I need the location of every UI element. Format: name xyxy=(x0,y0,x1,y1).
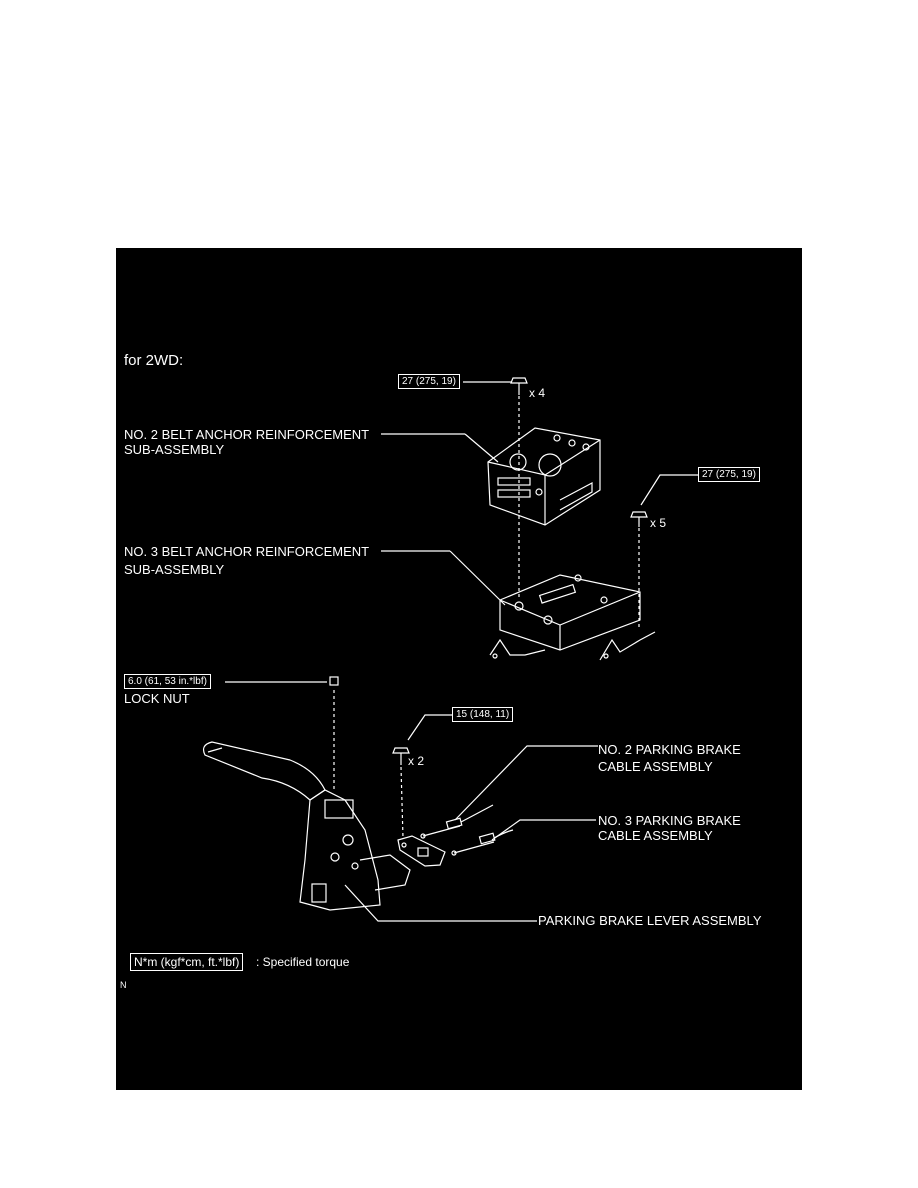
label-belt2-line1: NO. 2 BELT ANCHOR REINFORCEMENT xyxy=(124,427,370,442)
label-lever: PARKING BRAKE LEVER ASSEMBLY xyxy=(538,913,762,928)
qty-mid-bolt: x 2 xyxy=(408,754,425,768)
legend-unit-box: N*m (kgf*cm, ft.*lbf) xyxy=(130,953,243,971)
parking-brake-lever-assembly xyxy=(204,742,410,910)
parking-brake-cable-no3 xyxy=(452,830,513,855)
leader-cable2 xyxy=(455,746,598,820)
parking-brake-cable-no2 xyxy=(421,805,493,838)
belt-anchor-reinforcement-no3 xyxy=(490,575,655,660)
leader-cable3 xyxy=(492,820,596,840)
cable-bracket xyxy=(398,836,445,866)
label-belt3-line1: NO. 3 BELT ANCHOR REINFORCEMENT xyxy=(124,544,370,559)
label-cable3-line1: NO. 3 PARKING BRAKE xyxy=(598,813,741,828)
leader-lever xyxy=(345,885,537,921)
label-belt2-line2: SUB-ASSEMBLY xyxy=(124,442,225,457)
legend-text: : Specified torque xyxy=(256,955,350,969)
bolt-icon-right xyxy=(631,512,647,527)
label-lock-nut: LOCK NUT xyxy=(124,691,190,706)
heading: for 2WD: xyxy=(124,352,184,369)
leader-belt3-angle xyxy=(450,551,505,605)
lock-nut-icon xyxy=(330,677,338,685)
footnote: N xyxy=(120,980,127,990)
torque-mid-bolt: 15 (148, 11) xyxy=(452,707,513,722)
label-cable2-line1: NO. 2 PARKING BRAKE xyxy=(598,742,741,757)
leader-right-torque xyxy=(641,475,698,505)
torque-top-bolt: 27 (275, 19) xyxy=(398,374,460,389)
label-cable3-line2: CABLE ASSEMBLY xyxy=(598,828,713,843)
qty-right-bolt: x 5 xyxy=(650,516,667,530)
qty-top-bolt: x 4 xyxy=(529,386,546,400)
belt-anchor-reinforcement-no2 xyxy=(488,428,600,525)
axis-mid-bolts xyxy=(401,767,403,838)
leader-mid-torque xyxy=(408,715,453,740)
torque-right-bolt: 27 (275, 19) xyxy=(698,467,760,482)
bolt-icon-top xyxy=(511,378,527,395)
label-belt3-line2: SUB-ASSEMBLY xyxy=(124,562,225,577)
label-cable2-line2: CABLE ASSEMBLY xyxy=(598,759,713,774)
torque-lock-nut: 6.0 (61, 53 in.*lbf) xyxy=(124,674,211,689)
bolt-icon-mid xyxy=(393,748,409,765)
